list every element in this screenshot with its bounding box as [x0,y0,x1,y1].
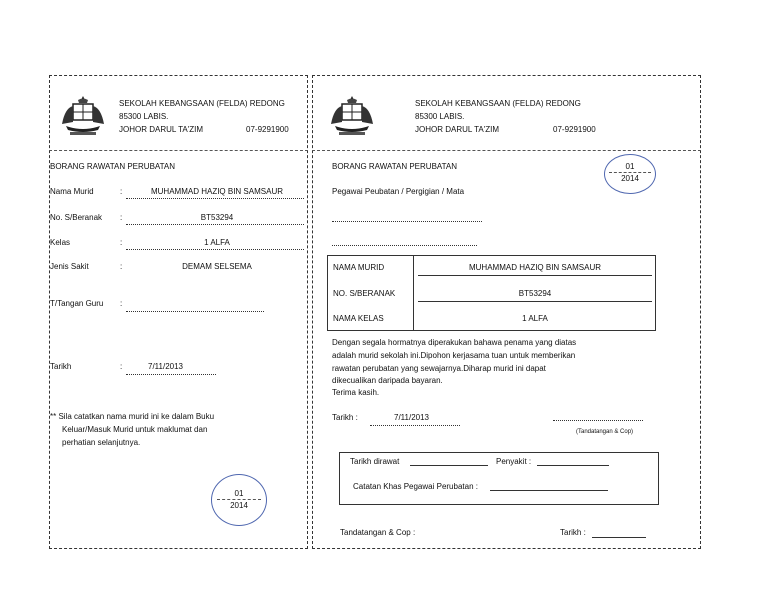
label-jenis-sakit: Jenis Sakit [50,262,89,271]
label-tangan-guru: T/Tangan Guru [50,299,104,308]
table-row-line-2 [418,301,652,302]
label-no-beranak: No. S/Beranak [50,213,103,222]
left-stamp-number: 01 [234,489,244,498]
right-school-state: JOHOR DARUL TA'ZIM [415,125,500,134]
sep-tarikh: : [120,362,123,371]
line-tarikh [126,374,216,375]
line-no-beranak [126,224,304,225]
date-treated-label: Tarikh dirawat [350,457,400,466]
label-tarikh: Tarikh [50,362,72,371]
medical-notes-line [490,490,608,491]
line-nama-murid [126,198,304,199]
body-line-2: adalah murid sekolah ini.Dipohon kerjasama tuan untuk memberikan [332,351,576,360]
value-kelas: 1 ALFA [204,238,230,247]
left-form-title: BORANG RAWATAN PERUBATAN [50,162,176,171]
left-note-line-2: Keluar/Masuk Murid untuk maklumat dan [62,425,208,434]
signature-caption: (Tandatangan & Cop) [576,429,634,435]
date-treated-line [410,465,488,466]
table-value-nama-murid: MUHAMMAD HAZIQ BIN SAMSAUR [468,263,601,272]
right-date-value: 7/11/2013 [394,413,429,422]
left-school-state: JOHOR DARUL TA'ZIM [119,125,204,134]
table-value-no-beranak: BT53294 [518,289,552,298]
malaysia-crest-logo [327,94,377,138]
right-stamp-year: 2014 [621,174,639,183]
right-school-name: SEKOLAH KEBANGSAAN (FELDA) REDONG [415,99,581,108]
value-tarikh: 7/11/2013 [148,362,183,371]
body-line-5: Terima kasih. [332,388,380,397]
footer-date-label: Tarikh : [560,528,586,537]
addressee-line-2 [332,245,477,246]
signature-line [553,420,643,421]
table-label-no-beranak: NO. S/BERANAK [333,289,396,298]
table-label-nama-murid: NAMA MURID [333,263,385,272]
value-nama-murid: MUHAMMAD HAZIQ BIN SAMSAUR [150,187,283,196]
sep-nama-murid: : [120,187,123,196]
left-school-phone: 07-9291900 [246,125,289,134]
body-line-1: Dengan segala hormatnya diperakukan bahawa penama yang diatas [332,338,577,347]
body-line-4: dikecualikan daripada bayaran. [332,376,443,385]
sep-kelas: : [120,238,123,247]
body-line-3: rawatan perubatan yang sewajarnya.Diharap murid ini dapat [332,364,546,373]
sep-jenis-sakit: : [120,262,123,271]
line-kelas [126,249,304,250]
label-nama-murid: Nama Murid [50,187,94,196]
footer-sign-label: Tandatangan & Cop : [340,528,416,537]
line-tangan-guru [126,311,264,312]
illness-line [537,465,609,466]
right-header-divider [312,150,701,151]
footer-date-line [592,537,646,538]
right-date-label: Tarikh : [332,413,358,422]
left-form-card [49,75,308,549]
left-note-line-3: perhatian selanjutnya. [62,438,141,447]
right-stamp-number: 01 [625,162,635,171]
table-row-line-1 [418,275,652,276]
right-form-title: BORANG RAWATAN PERUBATAN [332,162,458,171]
sep-tangan-guru: : [120,299,123,308]
table-label-nama-kelas: NAMA KELAS [333,314,384,323]
value-no-beranak: BT53294 [200,213,234,222]
right-school-phone: 07-9291900 [553,125,596,134]
addressee-line-1 [332,221,482,222]
medical-notes-label: Catatan Khas Pegawai Perubatan : [353,482,478,491]
left-serial-stamp [211,474,267,526]
malaysia-crest-logo [58,94,108,138]
left-stamp-year: 2014 [230,501,248,510]
label-kelas: Kelas [50,238,71,247]
table-column-divider [413,255,414,331]
left-school-postcode: 85300 LABIS. [119,112,169,121]
left-note-line-1: ** Sila catatkan nama murid ini ke dalam Buku [50,412,215,421]
left-header-divider [49,150,308,151]
right-stamp-divider [609,172,651,173]
sep-no-beranak: : [120,213,123,222]
illness-label: Penyakit : [496,457,532,466]
left-school-name: SEKOLAH KEBANGSAAN (FELDA) REDONG [119,99,285,108]
right-school-postcode: 85300 LABIS. [415,112,465,121]
addressee-label: Pegawai Peubatan / Pergigian / Mata [332,187,465,196]
table-value-nama-kelas: 1 ALFA [522,314,548,323]
right-date-line [370,425,460,426]
value-jenis-sakit: DEMAM SELSEMA [182,262,252,271]
left-stamp-divider [217,499,261,500]
